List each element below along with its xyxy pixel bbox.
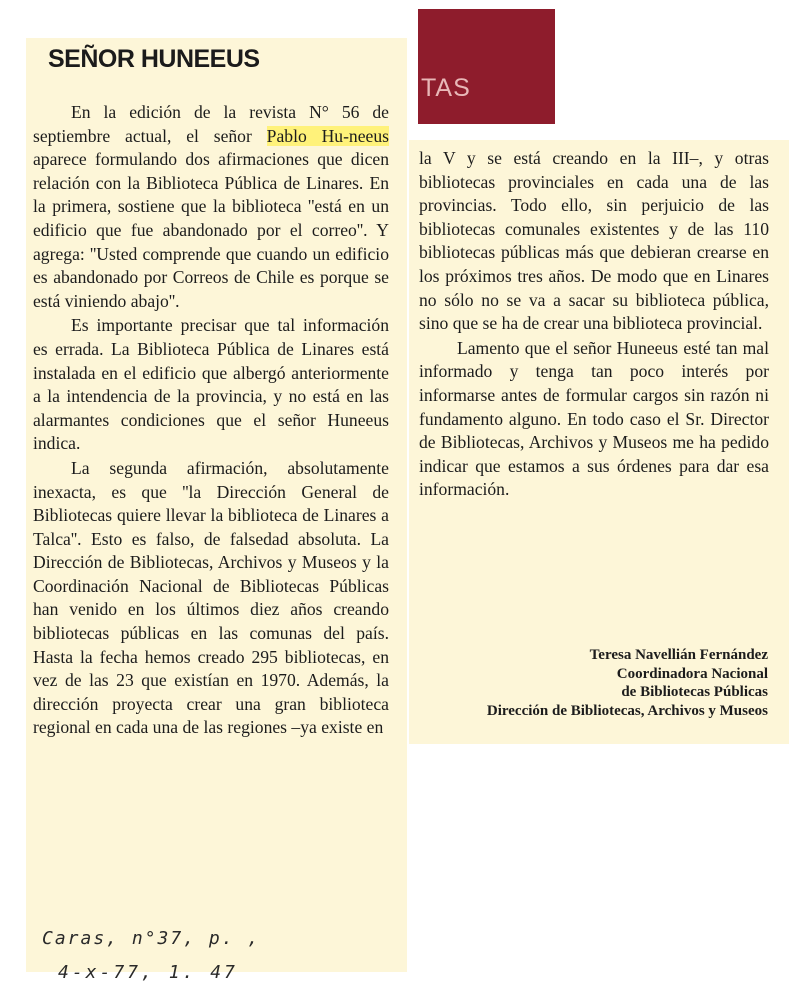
- signature-block: [408, 646, 768, 720]
- signature-name: Teresa Navellián Fernández: [589, 647, 768, 663]
- signature-role: Coordinadora Nacional: [616, 665, 768, 682]
- paragraph-5: Lamento que el señor Huneeus esté tan mal informado y tenga tan poco interés por informarse antes de formular cargos sin razón ni fundamento alguno. En todo caso el Sr. Director de Bibliotecas, Archivos y Museos me ha pedido indicar que estamos a sus órdenes para dar esa información.: [419, 337, 769, 500]
- red-header-fragment: [418, 9, 555, 124]
- handwritten-note-line-1: Caras, n°37, p. ,: [42, 928, 261, 949]
- paragraph-4: la V y se está creando en la III–, y otras bibliotecas provinciales en cada una de las provincias. Todo ello, sin perjuicio de las bibliotecas comunales existentes y de las 110 bibliotecas públicas más que debieran crearse en los próximos tres años. De modo que en Linares no sólo no se va a sacar su biblioteca pública, sino que se ha de crear una biblioteca provincial.: [419, 148, 769, 334]
- article-left-column: [33, 101, 389, 740]
- paragraph-1-end: aparece formulando dos afirmaciones que dicen relación con la Biblioteca Pública de Linares. En la primera, sostiene que la biblioteca ''está en un edificio que fue abandonado por el correo''. Y agrega: ''Usted comprende que cuando un edificio es abandonado por Correos de Chile es porque se está viniendo abajo''.: [33, 149, 389, 311]
- paragraph-2: Es importante precisar que tal información es errada. La Biblioteca Pública de Linares está instalada en el edificio que albergó anteriormente a la intendencia de la provincia, y no está en las alarmantes condiciones que el señor Huneeus indica.: [33, 315, 389, 454]
- paragraph-1-start: En la edición de la revista N° 56 de septiembre actual, el señor: [33, 102, 389, 146]
- paragraph-1: [33, 101, 389, 313]
- article-title: SEÑOR HUNEEUS: [48, 45, 260, 73]
- article-right-column: [419, 147, 769, 502]
- red-header-text: TAS: [421, 74, 471, 102]
- signature-unit: de Bibliotecas Públicas: [621, 684, 768, 700]
- signature-org: Dirección de Bibliotecas, Archivos y Museos: [486, 702, 768, 719]
- handwritten-note-line-2: 4-x-77, 1. 47: [58, 962, 238, 983]
- paragraph-3: La segunda afirmación, absolutamente inexacta, es que ''la Dirección General de Bibliotecas quiere llevar la biblioteca de Linares a Talca''. Esto es falso, de falsedad absoluta. La Dirección de Bibliotecas, Archivos y Museos y la Coordinación Nacional de Bibliotecas Públicas han venido en los últimos diez años creando bibliotecas públicas en las comunas del país. Hasta la fecha hemos creado 295 bibliotecas, en vez de las 23 que existían en 1970. Además, la dirección proyecta crear una gran biblioteca regional en cada una de las regiones –ya existe en: [33, 457, 389, 738]
- highlighted-name: Pablo Hu-neeus: [266, 125, 389, 146]
